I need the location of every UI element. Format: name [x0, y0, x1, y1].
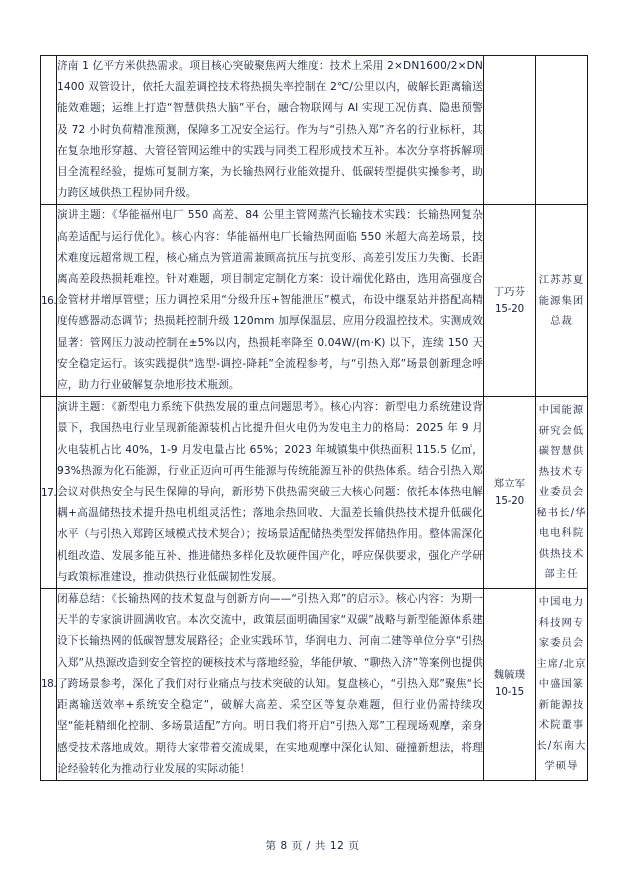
row-description: 闭幕总结：《长输热网的技术复盘与创新方向——“引热入郑”的启示》。核心内容：为期一天半的专家演讲圆满收官。本次交流中，政策层面明确国家“双碳”战略与新型能源体系建设下长输热网的低碳智慧发展路径；企业实践环节，华润电力、河南二建等单位分享“引热入郑”从热源改造到安全管控的硬核技术与落地经验，华能伊敏、“聊热入济”等案例也提供了跨场景参考，深化了我们对行业痛点与技术突破的认知。复盘核心，“引热入郑”聚焦“长距离输送效率+系统安全稳定”，破解大高差、采空区等复杂难题，但行业仍需持续攻坚“能耗精细化控制、多场景适配”方向。明日我们将开启“引热入郑”工程现场观摩，亲身感受技术落地成效。期待大家带着交流成果，在实地观摩中深化认知、碰撞新想法，将理论经验转化为推动行业发展的实际动能！	[57, 589, 484, 781]
row-organization: 中国能源研究会低碳智慧供热技术专业委员会秘书长/华电电科院供热技术部主任	[536, 397, 588, 589]
row-speaker	[484, 205, 536, 397]
row-organization: 江苏苏夏能源集团总裁	[536, 205, 588, 397]
speaker-name: 郑立军	[493, 477, 526, 490]
speaker-name: 魏毓璞	[493, 669, 526, 682]
table-row	[41, 205, 588, 397]
table-row	[41, 397, 588, 589]
agenda-table-body	[41, 56, 588, 781]
row-description: 演讲主题：《新型电力系统下供热发展的重点问题思考》。核心内容：新型电力系统建设背景下，我国热电行业呈现新能源装机占比提升但火电仍为发电主力的格局：2025 年 9 月火电装机占比 40%，1-9 月发电量占比 65%；2023 年城镇集中供热面积 115.5 亿㎡，93%热源为化石能源，行业正迈向可再生能源与传统能源互补的供热体系。结合引热入郑会议对供热安全与民生保障的导向，新形势下供热需突破三大核心问题：依托本体热电解耦+高温储热技术提升热电机组灵活性；落地余热回收、大温差长输供热技术提升低碳化水平（与引热入郑跨区域模式技术契合）；按场景适配储热类型发挥储热作用。整体需深化机组改造、发展多能互补、推进储热多样化及软硬件国产化，呼应保供要求，强化产学研与政策标准建设，推动供热行业低碳韧性发展。	[57, 397, 484, 589]
page-footer: 第 8 页 / 共 12 页	[265, 840, 360, 852]
speaker-name: 丁巧芬	[493, 285, 526, 298]
row-description: 济南 1 亿平方米供热需求。项目核心突破聚焦两大维度：技术上采用 2×DN1600/2×DN1400 双管设计，依托大温差调控技术将热损失率控制在 2℃/公里以内，破解长距离输送能效难题；运维上打造“智慧供热大脑”平台，融合物联网与 AI 实现工况仿真、隐患预警及 72 小时负荷精准预测，保障多工况安全运行。作为与“引热入郑”齐名的行业标杆，其在复杂地形穿越、大管径管网运维中的实践与同类工程形成技术互补。本次分享将拆解项目全流程经验，提炼可复制方案，为长输热网行业能效提升、低碳转型提供实操参考，助力跨区域供热工程协同升级。	[57, 56, 484, 205]
row-number	[41, 56, 57, 205]
row-organization	[536, 56, 588, 205]
row-organization: 中国电力科技网专家委员会主席/北京中盛国篆新能源技术院董事长/东南大学硕导	[536, 589, 588, 781]
row-speaker	[484, 56, 536, 205]
table-row	[41, 56, 588, 205]
table-row	[41, 589, 588, 781]
row-speaker	[484, 589, 536, 781]
row-number: 18.	[41, 589, 57, 781]
row-number: 17.	[41, 397, 57, 589]
speaker-duration: 15-20	[495, 494, 524, 507]
row-description: 演讲主题：《华能福州电厂 550 高差、84 公里主管网蒸汽长输技术实践：长输热网复杂高差适配与运行优化》。核心内容：华能福州电厂长输热网面临 550 米超大高差场景，技术难度远超常规工程，核心痛点为管道需兼顾高抗压与抗变形、高差引发压力失衡、长距离高差段热损耗难控。针对难题，项目制定定制化方案：设计端优化路由，选用高强度合金管材并增厚管壁；压力调控采用“分级升压+智能泄压”模式，布设中继泵站并搭配高精度传感器动态调节；热损耗控制升级 120mm 加厚保温层、应用分段温控技术。实测成效显著：管网压力波动控制在±5%以内，热损耗率降至 0.04W/(m·K) 以下，连续 150 天安全稳定运行。该实践提供“选型-调控-降耗”全流程参考，与“引热入郑”场景创新理念呼应，助力行业破解复杂地形技术瓶颈。	[57, 205, 484, 397]
speaker-duration: 15-20	[495, 302, 524, 315]
row-number: 16.	[41, 205, 57, 397]
row-speaker	[484, 397, 536, 589]
speaker-duration: 10-15	[495, 686, 524, 699]
agenda-table	[40, 55, 588, 781]
